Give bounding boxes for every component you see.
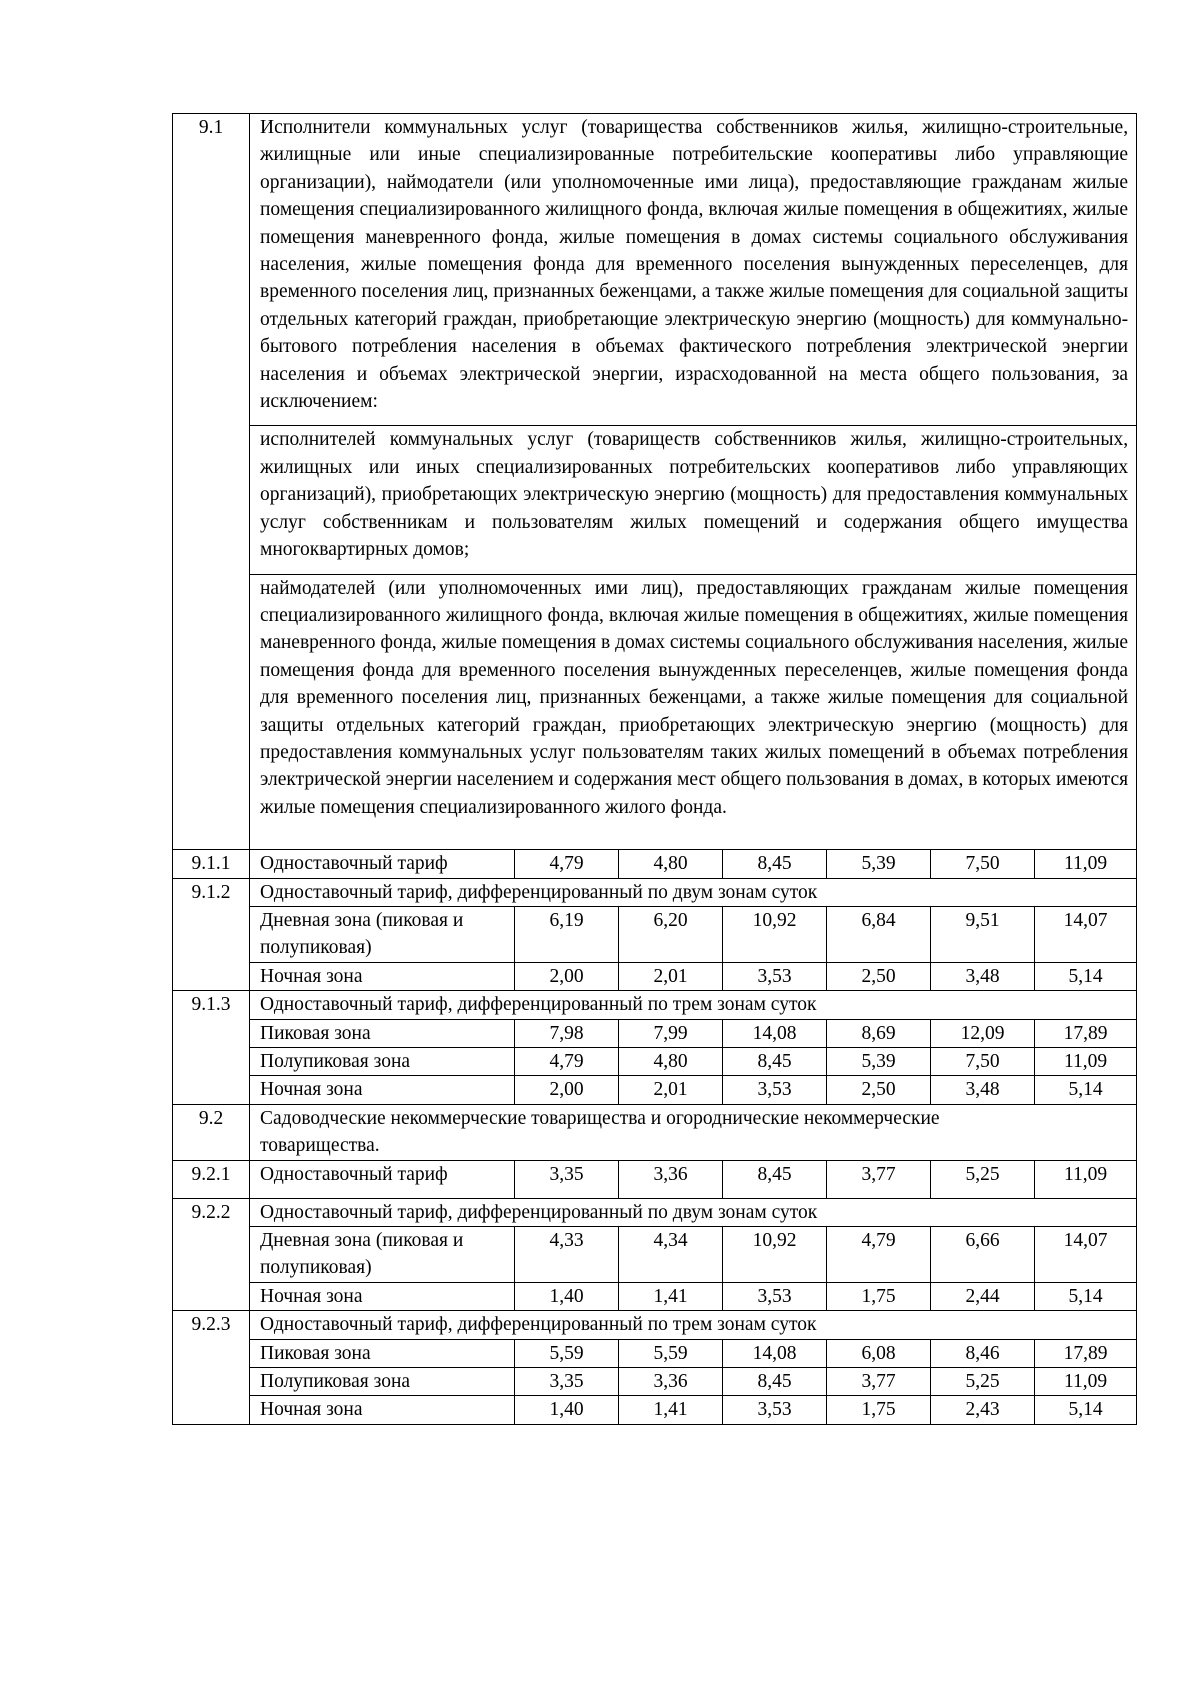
row-label: Пиковая зона	[250, 1019, 515, 1047]
value-cell: 4,80	[619, 1048, 723, 1076]
value-cell: 11,09	[1035, 1048, 1137, 1076]
value-cell: 10,92	[723, 1227, 827, 1283]
value-cell: 1,75	[827, 1282, 931, 1310]
value-cell: 4,79	[827, 1227, 931, 1283]
row-label: Полупиковая зона	[250, 1368, 515, 1396]
row-number: 9.1.3	[173, 991, 250, 1105]
row-number: 9.1.1	[173, 850, 250, 878]
value-cell: 12,09	[931, 1019, 1035, 1047]
table-row	[173, 574, 1137, 850]
value-cell: 1,41	[619, 1396, 723, 1424]
row-label: Дневная зона (пиковая и полупиковая)	[250, 1227, 515, 1283]
value-cell: 5,25	[931, 1368, 1035, 1396]
value-cell: 8,46	[931, 1339, 1035, 1367]
value-cell: 5,59	[619, 1339, 723, 1367]
value-cell: 4,80	[619, 850, 723, 878]
value-cell: 3,53	[723, 1396, 827, 1424]
value-cell: 17,89	[1035, 1339, 1137, 1367]
value-cell: 9,51	[931, 906, 1035, 962]
value-cell: 5,14	[1035, 1282, 1137, 1310]
subsection-heading: Одноставочный тариф, дифференцированный по трем зонам суток	[250, 1311, 1137, 1339]
value-cell: 3,35	[515, 1368, 619, 1396]
value-cell: 1,40	[515, 1396, 619, 1424]
value-cell: 14,08	[723, 1019, 827, 1047]
section-paragraph: наймодателей (или уполномоченных ими лиц), предоставляющих гражданам жилые помещения специализированного жилищного фонда, включая жилые помещения в общежитиях, жилые помещения маневренного фонда, жилые помещения в домах системы социального обслуживания населения, жилые помещения фонда для временного поселения вынужденных переселенцев, жилые помещения фонда для временного поселения лиц, признанных беженцами, а также жилые помещения для социальной защиты отдельных категорий граждан, приобретающих электрическую энергию (мощность) для предоставления коммунальных услуг пользователям таких жилых помещений в объемах потребления электрической энергии населением и содержания мест общего пользования в домах, в которых имеются жилые помещения специализированного жилого фонда.	[250, 574, 1137, 850]
row-number: 9.1.2	[173, 878, 250, 991]
subsection-heading: Одноставочный тариф, дифференцированный по двум зонам суток	[250, 1198, 1137, 1226]
value-cell: 5,14	[1035, 962, 1137, 990]
value-cell: 3,48	[931, 1076, 1035, 1104]
table-row	[173, 1160, 1137, 1198]
row-number: 9.1	[173, 114, 250, 850]
row-label: Ночная зона	[250, 1396, 515, 1424]
value-cell: 14,08	[723, 1339, 827, 1367]
row-number: 9.2.3	[173, 1311, 250, 1425]
value-cell: 2,50	[827, 962, 931, 990]
value-cell: 6,84	[827, 906, 931, 962]
value-cell: 10,92	[723, 906, 827, 962]
value-cell: 2,00	[515, 1076, 619, 1104]
value-cell: 3,77	[827, 1160, 931, 1198]
row-label: Дневная зона (пиковая и полупиковая)	[250, 906, 515, 962]
value-cell: 3,36	[619, 1160, 723, 1198]
row-label: Ночная зона	[250, 962, 515, 990]
tariff-table	[172, 113, 1137, 1425]
value-cell: 3,53	[723, 962, 827, 990]
value-cell: 17,89	[1035, 1019, 1137, 1047]
value-cell: 5,39	[827, 1048, 931, 1076]
value-cell: 1,75	[827, 1396, 931, 1424]
row-label: Пиковая зона	[250, 1339, 515, 1367]
value-cell: 7,50	[931, 850, 1035, 878]
value-cell: 2,50	[827, 1076, 931, 1104]
value-cell: 14,07	[1035, 906, 1137, 962]
value-cell: 8,69	[827, 1019, 931, 1047]
subsection-heading: Одноставочный тариф, дифференцированный по трем зонам суток	[250, 991, 1137, 1019]
value-cell: 6,08	[827, 1339, 931, 1367]
table-row	[173, 114, 1137, 426]
row-number: 9.2	[173, 1104, 250, 1160]
value-cell: 2,44	[931, 1282, 1035, 1310]
table-row	[173, 1019, 1137, 1047]
value-cell: 3,35	[515, 1160, 619, 1198]
value-cell: 6,66	[931, 1227, 1035, 1283]
value-cell: 14,07	[1035, 1227, 1137, 1283]
table-row	[173, 1048, 1137, 1076]
table-row	[173, 1076, 1137, 1104]
value-cell: 3,53	[723, 1282, 827, 1310]
value-cell: 2,00	[515, 962, 619, 990]
row-label: Ночная зона	[250, 1076, 515, 1104]
section-paragraph: Исполнители коммунальных услуг (товарищества собственников жилья, жилищно-строительные, жилищные или иные специализированные потребительские кооперативы либо управляющие организации), наймодатели (или уполномоченные ими лица), предоставляющие гражданам жилые помещения специализированного жилищного фонда, включая жилые помещения в общежитиях, жилые помещения маневренного фонда, жилые помещения в домах системы социального обслуживания населения, жилые помещения фонда для временного поселения вынужденных переселенцев, для временного поселения лиц, признанных беженцами, а также жилые помещения для социальной защиты отдельных категорий граждан, приобретающие электрическую энергию (мощность) для коммунально-бытового потребления населения в объемах фактического потребления электрической энергии населения и объемах электрической энергии, израсходованной на места общего пользования, за исключением:	[250, 114, 1137, 426]
table-row	[173, 1227, 1137, 1283]
table-row	[173, 426, 1137, 574]
table-row	[173, 906, 1137, 962]
value-cell: 3,36	[619, 1368, 723, 1396]
value-cell: 4,33	[515, 1227, 619, 1283]
value-cell: 8,45	[723, 1368, 827, 1396]
section-paragraph: исполнителей коммунальных услуг (товариществ собственников жилья, жилищно-строительных, жилищных или иных специализированных потребительских кооперативов либо управляющих организаций), приобретающих электрическую энергию (мощность) для предоставления коммунальных услуг собственникам и пользователям жилых помещений и содержания общего имущества многоквартирных домов;	[250, 426, 1137, 574]
table-row	[173, 1198, 1137, 1226]
value-cell: 8,45	[723, 850, 827, 878]
value-cell: 5,25	[931, 1160, 1035, 1198]
value-cell: 3,53	[723, 1076, 827, 1104]
value-cell: 3,48	[931, 962, 1035, 990]
row-number: 9.2.2	[173, 1198, 250, 1311]
value-cell: 7,50	[931, 1048, 1035, 1076]
value-cell: 7,98	[515, 1019, 619, 1047]
value-cell: 5,39	[827, 850, 931, 878]
value-cell: 3,77	[827, 1368, 931, 1396]
value-cell: 2,43	[931, 1396, 1035, 1424]
value-cell: 5,14	[1035, 1396, 1137, 1424]
value-cell: 6,20	[619, 906, 723, 962]
value-cell: 4,79	[515, 1048, 619, 1076]
value-cell: 4,79	[515, 850, 619, 878]
value-cell: 8,45	[723, 1160, 827, 1198]
table-row	[173, 1104, 1137, 1160]
row-label: Полупиковая зона	[250, 1048, 515, 1076]
table-row	[173, 878, 1137, 906]
table-row	[173, 850, 1137, 878]
row-number: 9.2.1	[173, 1160, 250, 1198]
value-cell: 2,01	[619, 962, 723, 990]
row-label: Одноставочный тариф	[250, 1160, 515, 1198]
value-cell: 6,19	[515, 906, 619, 962]
value-cell: 5,14	[1035, 1076, 1137, 1104]
table-row	[173, 991, 1137, 1019]
value-cell: 5,59	[515, 1339, 619, 1367]
subsection-heading: Одноставочный тариф, дифференцированный по двум зонам суток	[250, 878, 1137, 906]
value-cell: 2,01	[619, 1076, 723, 1104]
table-row	[173, 962, 1137, 990]
table-row	[173, 1311, 1137, 1339]
table-row	[173, 1339, 1137, 1367]
section-paragraph: Садоводческие некоммерческие товарищества и огороднические некоммерческие товарищества.	[250, 1104, 1137, 1160]
value-cell: 11,09	[1035, 850, 1137, 878]
value-cell: 7,99	[619, 1019, 723, 1047]
table-row	[173, 1282, 1137, 1310]
value-cell: 1,40	[515, 1282, 619, 1310]
row-label: Ночная зона	[250, 1282, 515, 1310]
value-cell: 11,09	[1035, 1160, 1137, 1198]
table-row	[173, 1368, 1137, 1396]
row-label: Одноставочный тариф	[250, 850, 515, 878]
table-row	[173, 1396, 1137, 1424]
value-cell: 4,34	[619, 1227, 723, 1283]
value-cell: 1,41	[619, 1282, 723, 1310]
value-cell: 11,09	[1035, 1368, 1137, 1396]
value-cell: 8,45	[723, 1048, 827, 1076]
